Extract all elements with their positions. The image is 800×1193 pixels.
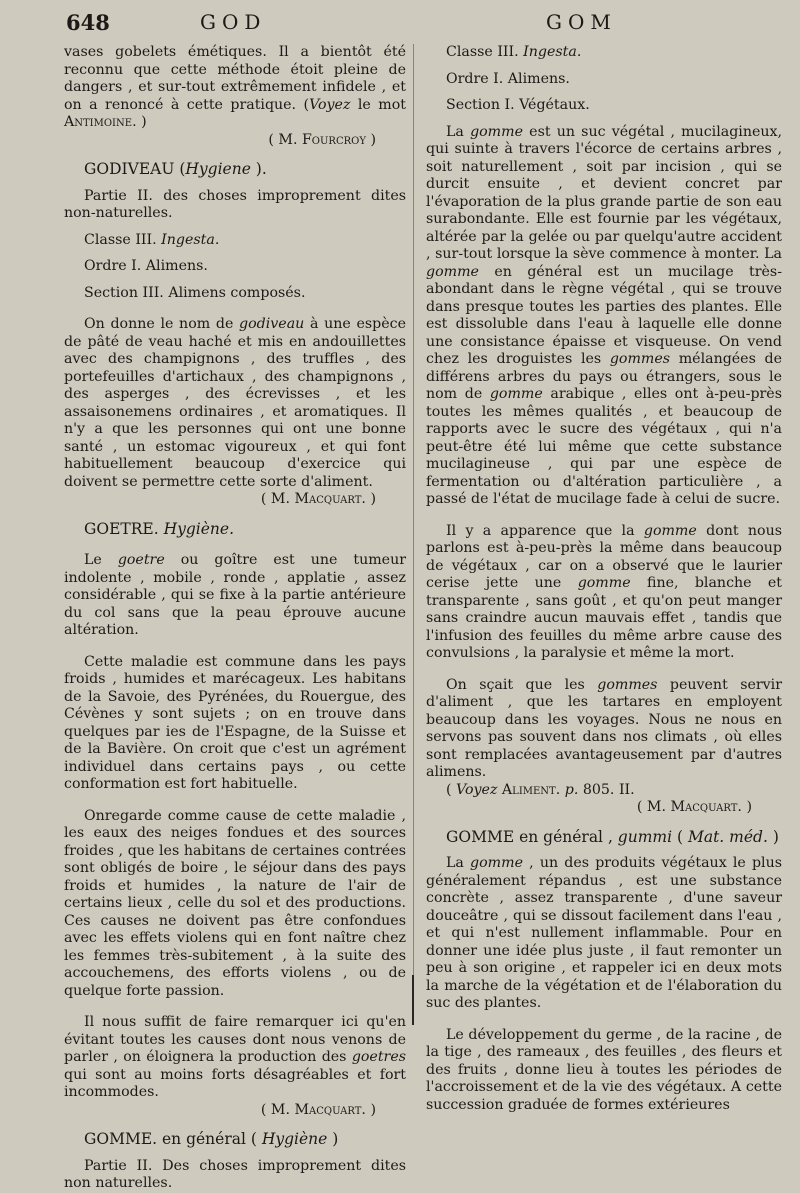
right-column [426, 44, 782, 1114]
cross-reference: ( Voyez Aliment. p. 805. II. [446, 781, 635, 798]
signature: ( M. Macquart. ) [636, 799, 752, 815]
paragraph: Le goetre ou goître est une tumeur indolente , mobile , ronde , applatie , assez considérable , qui se fixe à la partie antérieure du col sans que la peau éprouve aucune altération. [64, 552, 407, 638]
classification-line: Section I. Végétaux. [446, 97, 590, 113]
entry-heading-gomme: GOMME. en général ( Hygiène ) [84, 1130, 339, 1148]
paragraph: La gomme , un des produits végétaux le plus généralement répandus , est une substance concrète , assez transparente , d'une saveur douceâtre , qui se dissout facilement dans l'eau , et qui n'est nullement inflammable. Pour en donner une idée plus juste , il faut remonter un peu à son origine , et rappeler ici en deux mots la marche de la végétation et de l'élaboration du suc des plantes. [426, 855, 782, 1011]
paragraph: Le développement du germe , de la racine , de la tige , des rameaux , des feuilles , des fleurs et des fruits , donne lieu à toutes les périodes de l'accroissement et de la vie des végétaux. A cette succession graduée de formes extérieures [426, 1026, 782, 1113]
paragraph: Partie II. des choses improprement dites non-naturelles. [64, 187, 406, 221]
paragraph: vases gobelets émétiques. Il a bientôt été reconnu que cette méthode étoit pleine de dangers , et sur-tout extrêmement infidele , et on a renoncé à cette pratique. (Voyez le mot Antimoine. ) [64, 44, 406, 130]
running-head-right: GOM [546, 10, 617, 34]
column-rule-bold [412, 975, 414, 1025]
signature: ( M. Macquart. ) [260, 1101, 376, 1118]
left-column [64, 44, 406, 1193]
running-head-left: GOD [200, 10, 267, 34]
entry-heading-gomme-mat-med: GOMME en général , gummi ( Mat. méd. ) [446, 827, 779, 846]
running-header [0, 8, 800, 38]
classification-line: Section III. Alimens composés. [84, 284, 306, 301]
entry-heading-godiveau: GODIVEAU (Hygiene ). [84, 160, 267, 178]
classification-line: Classe III. Ingesta. [446, 44, 582, 60]
classification-line: Classe III. Ingesta. [84, 231, 220, 248]
page-number: 648 [66, 10, 110, 35]
entry-heading-goetre: GOETRE. Hygiène. [84, 519, 235, 538]
signature: ( M. Macquart. ) [260, 491, 376, 507]
paragraph: Cette maladie est commune dans les pays froids , humides et marécageux. Les habitans de la Savoie, des Pyrénées, du Rouergue, des Cévènes y sont sujets ; on en trouve dans quelques par ies de l'Espagne, de la Suisse et de la Bavière. On croit que c'est un agrément individuel dans certains pays , ou cette conformation est fort habituelle. [64, 653, 406, 792]
paragraph: La gomme est un suc végétal , mucilagineux, qui suinte à travers l'écorce de certains arbres , soit naturellement , soit par incision , qui se durcit ensuite , et devient concret par l'évaporation de la plus grande partie de son eau surabondante. Elle est fournie par les végétaux, altérée par la gelée ou par quelqu'autre accident , sur-tout lorsque la sève commence à monter. La gomme en général est un mucilage très-abondant dans le règne végétal , qui se trouve dans presque toutes les parties des plantes. Elle est dissoluble dans l'eau à laquelle elle donne une consistance épaisse et visqueuse. On vend chez les droguistes les gommes mélangées de différens arbres du pays ou étrangers, sous le nom de gomme arabique , elles ont à-peu-près toutes les mêmes qualités , et beaucoup de rapports avec le sucre des végétaux , qui n'a peut-être été lui même que cette substance mucilagineuse , qui par une espèce de fermentation ou d'altération particulière , a passé de l'état de mucilage fade à celui de sucre. [426, 123, 783, 507]
classification-line: Ordre I. Alimens. [446, 70, 570, 87]
paragraph: Partie II. Des choses improprement dites non naturelles. [64, 1157, 406, 1191]
column-rule [413, 44, 414, 1024]
paragraph: Il y a apparence que la gomme dont nous parlons est à-peu-près la même dans beaucoup de végétaux , car on a observé que le laurier cerise jette une gomme fine, blanche et transparente , sans goût , et qu'on peut manger sans craindre aucun mauvais effet , tandis que l'infusion des feuilles du même arbre cause des convulsions , la paralysie et même la mort. [426, 522, 782, 661]
paragraph: On sçait que les gommes peuvent servir d'aliment , que les tartares en employent beaucoup dans les voyages. Nous ne nous en servons pas souvent dans nos climats , où elles sont remplacées avantageusement par d'autres alimens. [426, 676, 782, 780]
classification-line: Ordre I. Alimens. [84, 258, 208, 274]
signature: ( M. Fourcroy ) [268, 131, 376, 148]
paragraph: On donne le nom de godiveau à une espèce de pâté de veau haché et mis en andouillettes avec des champignons , des truffles , des portefeuilles d'artichaux , des champignons , des asperges , des écrevisses , et les assaisonemens ordinaires , et aromatiques. Il n'y a que les personnes qui ont une bonne santé , un estomac vigoureux , et qui font habituellement beaucoup d'exercice qui doivent se permettre cette sorte d'aliment. [64, 316, 407, 490]
paragraph: Il nous suffit de faire remarquer ici qu'en évitant toutes les causes dont nous venons de parler , on éloignera la production des goetres qui sont au moins forts désagréables et fort incommodes. [64, 1014, 406, 1100]
paragraph: Onregarde comme cause de cette maladie , les eaux des neiges fondues et des sources froides , que les habitans de certaines contrées sont obligés de boire , le séjour dans des pays froids et humides , la nature de l'air de certains lieux , celle du sol et des productions. Ces causes ne doivent pas être confondues avec les effets violens qui en font naître chez les femmes très-subitement , à la suite des accouchemens, des efforts violens , ou de quelque forte passion. [64, 807, 406, 999]
